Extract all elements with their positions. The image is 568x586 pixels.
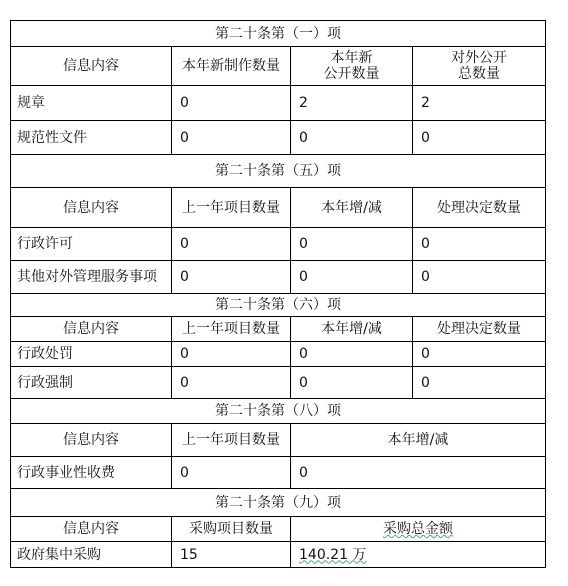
header-line: 本年新 [330, 50, 373, 66]
row-label: 规范性文件 [10, 120, 171, 154]
cell-value: 0 [412, 120, 546, 154]
header-cell: 信息内容 [10, 423, 171, 456]
cell-value: 0 [290, 366, 412, 398]
header-text: 采购总金额 [383, 521, 453, 537]
section-title-row [10, 488, 546, 516]
cell-value: 0 [290, 456, 546, 488]
cell-value: 0 [171, 120, 290, 154]
section-title-row [10, 293, 546, 316]
header-cell: 本年新制作数量 [171, 46, 290, 85]
cell-value: 0 [171, 456, 290, 488]
row-label: 行政处罚 [10, 341, 171, 366]
header-cell-multiline [412, 46, 546, 85]
row-label: 其他对外管理服务事项 [10, 260, 171, 293]
cell-value: 2 [290, 85, 412, 120]
header-row [10, 187, 546, 227]
header-cell-multiline [290, 46, 412, 85]
header-line: 对外公开 [451, 50, 507, 66]
amount-text: 140.21 万 [299, 546, 367, 563]
table-row [10, 341, 546, 366]
cell-value: 0 [171, 227, 290, 260]
table-row [10, 541, 546, 568]
section-title: 第二十条第（五）项 [10, 154, 546, 187]
header-cell: 采购项目数量 [171, 516, 290, 541]
table-row [10, 456, 546, 488]
header-cell: 上一年项目数量 [171, 187, 290, 227]
header-line: 公开数量 [323, 66, 380, 82]
header-cell: 信息内容 [10, 516, 171, 541]
header-cell: 本年增/减 [290, 187, 412, 227]
section-title: 第二十条第（六）项 [10, 293, 546, 316]
section-title: 第二十条第（九）项 [10, 488, 546, 516]
section-title: 第二十条第（八）项 [10, 398, 546, 423]
cell-value [290, 541, 546, 568]
cell-value: 0 [171, 85, 290, 120]
header-cell: 信息内容 [10, 46, 171, 85]
header-cell: 处理决定数量 [412, 187, 546, 227]
table-row [10, 85, 546, 120]
table-row [10, 366, 546, 398]
table-row [10, 120, 546, 154]
cell-value: 0 [290, 227, 412, 260]
header-row [10, 46, 546, 85]
cell-value: 0 [171, 366, 290, 398]
row-label: 行政强制 [10, 366, 171, 398]
header-cell: 信息内容 [10, 187, 171, 227]
table-row [10, 227, 546, 260]
header-row [10, 516, 546, 541]
header-line: 总数量 [458, 66, 500, 82]
cell-value: 0 [412, 260, 546, 293]
section-title-row [10, 398, 546, 423]
row-label: 行政事业性收费 [10, 456, 171, 488]
header-cell: 处理决定数量 [412, 316, 546, 341]
cell-value: 0 [290, 260, 412, 293]
cell-value: 2 [412, 85, 546, 120]
header-cell: 本年增/减 [290, 423, 546, 456]
header-cell: 信息内容 [10, 316, 171, 341]
header-row [10, 423, 546, 456]
row-label: 行政许可 [10, 227, 171, 260]
cell-value: 0 [412, 227, 546, 260]
header-cell: 上一年项目数量 [171, 316, 290, 341]
table-row [10, 260, 546, 293]
cell-value: 0 [412, 341, 546, 366]
cell-value: 0 [171, 260, 290, 293]
cell-value: 0 [171, 341, 290, 366]
section-title-row [10, 20, 546, 46]
header-row [10, 316, 546, 341]
header-cell: 上一年项目数量 [171, 423, 290, 456]
row-label: 政府集中采购 [10, 541, 171, 568]
cell-value: 0 [290, 341, 412, 366]
row-label: 规章 [10, 85, 171, 120]
header-cell [290, 516, 546, 541]
cell-value: 0 [290, 120, 412, 154]
cell-value: 15 [171, 541, 290, 568]
cell-value: 0 [412, 366, 546, 398]
disclosure-table [10, 20, 546, 568]
section-title-row [10, 154, 546, 187]
header-cell: 本年增/减 [290, 316, 412, 341]
section-title: 第二十条第（一）项 [10, 20, 546, 46]
